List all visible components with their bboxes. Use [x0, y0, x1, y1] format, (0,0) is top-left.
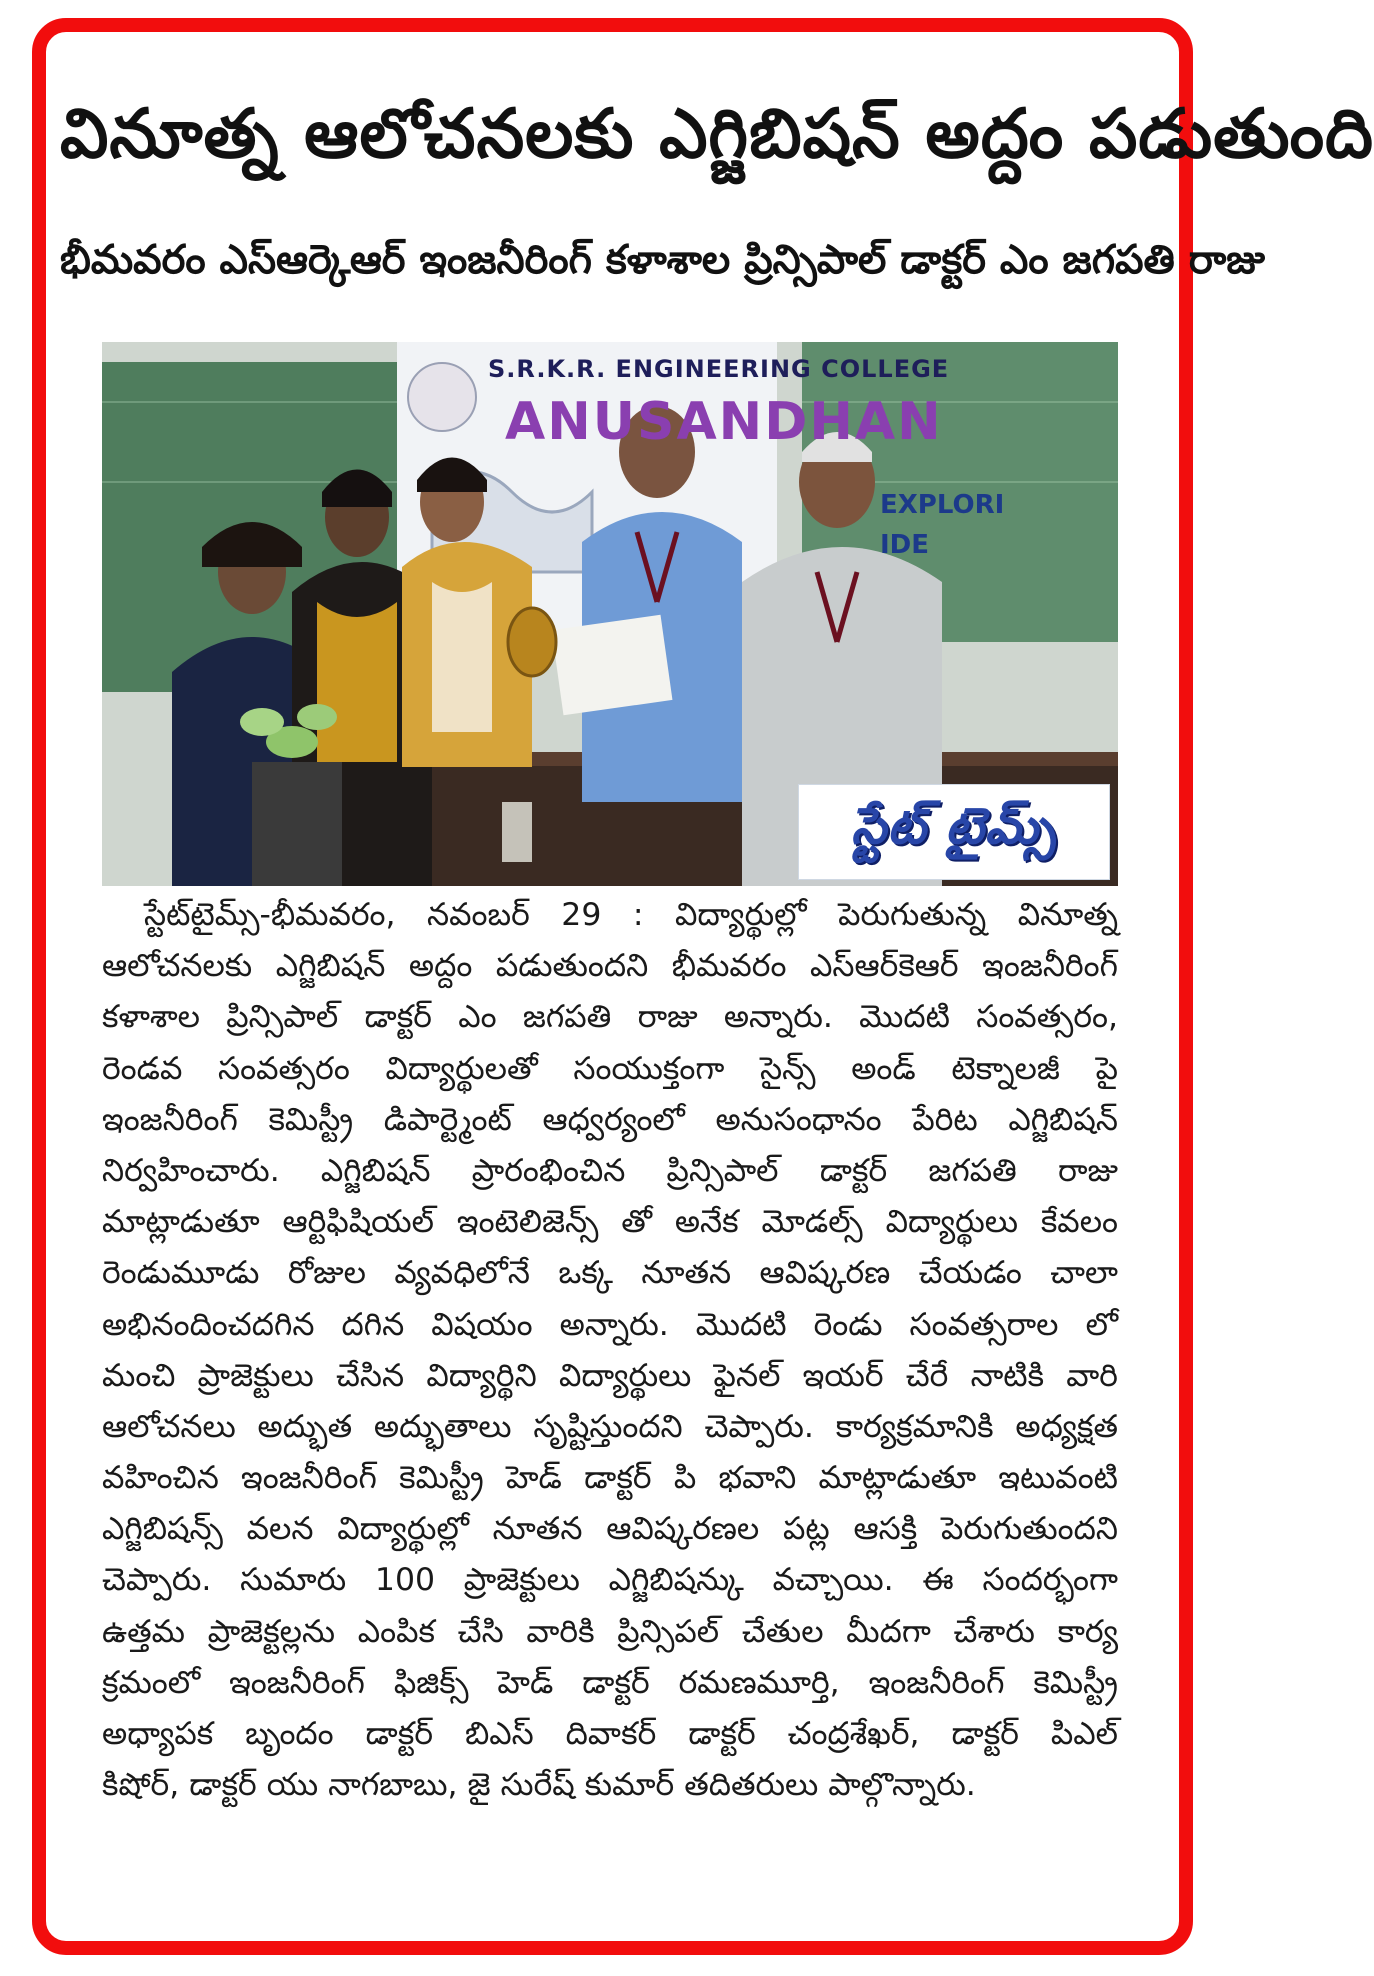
article-line: ఎగ్జిబిషన్స్‌ వలన విద్యార్థుల్లో నూతన ఆవిష్కరణల పట్ల ఆసక్తి పెరుగుతుందని — [102, 1511, 1118, 1548]
article-line: చెప్పారు. సుమారు 100 ప్రాజెక్టులు ఎగ్జిబిషన్కు వచ్చాయి. ఈ సందర్భంగా — [102, 1562, 1118, 1599]
article-line: స్టేట్‌టైమ్స్‌-భీమవరం, నవంబర్‌ 29 : విద్యార్థుల్లో పెరుగుతున్న వినూత్న — [144, 897, 1118, 933]
article-line: మాట్లాడుతూ ఆర్టిఫిషియల్‌ ఇంటెలిజెన్స్‌ తో అనేక మోడల్స్‌ విద్యార్థులు కేవలం — [102, 1204, 1118, 1241]
article-line: వహించిన ఇంజనీరింగ్‌ కెమిస్ట్రీ హెడ్‌ డాక్టర్‌ పి భవాని మాట్లాడుతూ ఇటువంటి — [102, 1460, 1118, 1497]
banner-subtitle-1: EXPLORI — [880, 490, 1005, 520]
article-line: నిర్వహించారు. ఎగ్జిబిషన్‌ ప్రారంభించిన ప్రిన్సిపాల్‌ డాక్టర్‌ జగపతి రాజు — [102, 1152, 1118, 1189]
banner-title: ANUSANDHAN — [505, 392, 943, 452]
article-line: అభినందించదగిన దగిన విషయం అన్నారు. మొదటి రెండు సంవత్సరాల లో — [102, 1306, 1118, 1343]
article-line: ఆలోచనలు అద్భుత అద్భుతాలు సృష్టిస్తుందని చెప్పారు. కార్యక్రమానికి అధ్యక్షత — [102, 1408, 1118, 1445]
memento — [508, 608, 556, 676]
article-body — [102, 890, 1118, 1811]
article-line: క్రమంలో ఇంజనీరింగ్‌ ఫిజిక్స్‌ హెడ్‌ డాక్టర్‌ రమణమూర్తి, ఇంజనీరింగ్‌ కెమిస్ట్రీ — [102, 1664, 1118, 1701]
certificate — [552, 615, 673, 715]
article-line: ఇంజనీరింగ్‌ కెమిస్ట్రీ డిపార్ట్మెంట్‌ ఆధ్వర్యంలో అనుసంధానం పేరిట ఎగ్జిబిషన్‌ — [102, 1101, 1118, 1138]
article-line: మంచి ప్రాజెక్టులు చేసిన విద్యార్థిని విద్యార్థులు ఫైనల్‌ ఇయర్‌ చేరే నాటికి వారి — [102, 1357, 1118, 1394]
article-line: రెండుమూడు రోజుల వ్యవధిలోనే ఒక్క నూతన ఆవిష్కరణ చేయడం చాలా — [102, 1255, 1118, 1292]
article-line: కళాశాల ప్రిన్సిపాల్‌ డాక్టర్‌ ఎం జగపతి రాజు అన్నారు. మొదటి సంవత్సరం, — [102, 999, 1118, 1036]
college-logo-icon — [408, 363, 476, 431]
article-line: అధ్యాపక బృందం డాక్టర్‌ బిఎస్‌ దివాకర్‌ డాక్టర్‌ చంద్రశేఖర్‌, డాక్టర్‌ పిఎల్‌ — [102, 1716, 1118, 1752]
banner-college-name: S.R.K.R. ENGINEERING COLLEGE — [488, 355, 950, 383]
article-line: రెండవ సంవత్సరం విద్యార్థులతో సంయుక్తంగా సైన్స్‌ అండ్‌ టెక్నాలజీ పై — [102, 1050, 1118, 1087]
article-line: ఉత్తమ ప్రాజెక్టల్లను ఎంపిక చేసి వారికి ప్రిన్సిపల్‌ చేతుల మీదగా చేశారు కార్య — [102, 1613, 1118, 1650]
newspaper-masthead: స్టేట్ టైమ్స్ — [798, 784, 1110, 880]
article-line: ఆలోచనలకు ఎగ్జిబిషన్‌ అద్దం పడుతుందని భీమవరం ఎస్‌ఆర్‌కెఆర్‌ ఇంజనీరింగ్‌ — [102, 948, 1118, 985]
water-glass — [502, 802, 532, 862]
article-line: కిషోర్‌, డాక్టర్‌ యు నాగబాబు, జై సురేష్‌ కుమార్‌ తదితరులు పాల్గొన్నారు. — [102, 1767, 976, 1804]
banner-subtitle-2: IDE — [880, 530, 930, 560]
headline: వినూత్న ఆలోచనలకు ఎగ్జిబిషన్ అద్దం పడుతుంది — [60, 95, 1374, 174]
subheadline: భీమవరం ఎస్ఆర్కెఆర్ ఇంజనీరింగ్ కళాశాల ప్రిన్సిపాల్ డాక్టర్ ఎం జగపతి రాజు — [60, 237, 1265, 283]
